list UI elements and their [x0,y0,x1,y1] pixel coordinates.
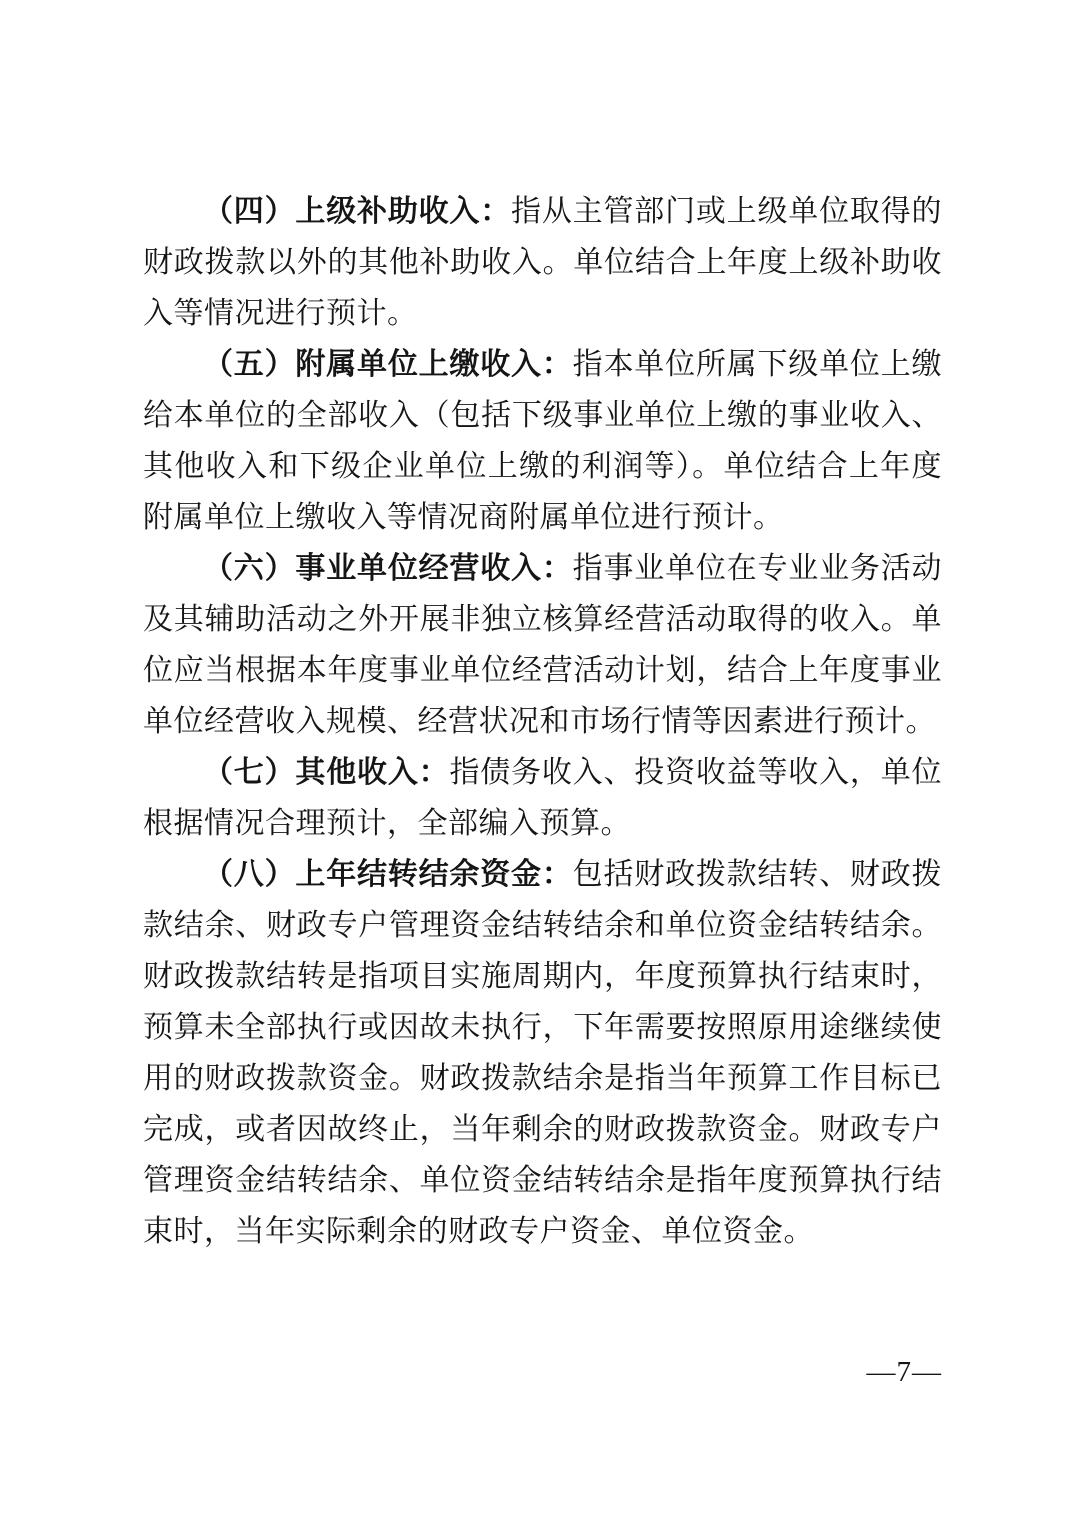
paragraph-heading: （八）上年结转结余资金： [203,858,573,891]
paragraph-body: 包括财政拨款结转、财政拨款结余、财政专户管理资金结转结余和单位资金结转结余。财政拨款结转是指项目实施周期内，年度预算执行结束时，预算未全部执行或因故未执行，下年需要按照原用途继续使用的财政拨款资金。财政拨款结余是指当年预算工作目标已完成，或者因故终止，当年剩余的财政拨款资金。财政专户管理资金结转结余、单位资金结转结余是指年度预算执行结束时，当年实际剩余的财政专户资金、单位资金。 [143,858,943,1248]
paragraph-body: 指从主管部门或上级单位取得的财政拨款以外的其他补助收入。单位结合上年度上级补助收入等情况进行预计。 [143,195,943,330]
paragraph-6-operating-income [143,543,942,747]
paragraph-5-affiliated-unit-income [143,339,942,543]
paragraph-body: 指债务收入、投资收益等收入，单位根据情况合理预计，全部编入预算。 [143,756,943,840]
paragraph-heading: （五）附属单位上缴收入： [203,348,573,381]
paragraph-body: 指事业单位在专业业务活动及其辅助活动之外开展非独立核算经营活动取得的收入。单位应当根据本年度事业单位经营活动计划，结合上年度事业单位经营收入规模、经营状况和市场行情等因素进行预计。 [143,552,943,738]
paragraph-heading: （六）事业单位经营收入： [203,552,573,585]
paragraph-heading: （四）上级补助收入： [203,195,512,228]
document-body [143,186,942,1257]
paragraph-heading: （七）其他收入： [203,756,450,789]
paragraph-body: 指本单位所属下级单位上缴给本单位的全部收入（包括下级事业单位上缴的事业收入、其他收入和下级企业单位上缴的利润等）。单位结合上年度附属单位上缴收入等情况商附属单位进行预计。 [143,348,943,534]
paragraph-8-carryover-funds [143,849,942,1257]
paragraph-7-other-income [143,747,942,849]
page-number: —7— [866,1356,942,1388]
paragraph-4-superior-subsidy-income [143,186,942,339]
